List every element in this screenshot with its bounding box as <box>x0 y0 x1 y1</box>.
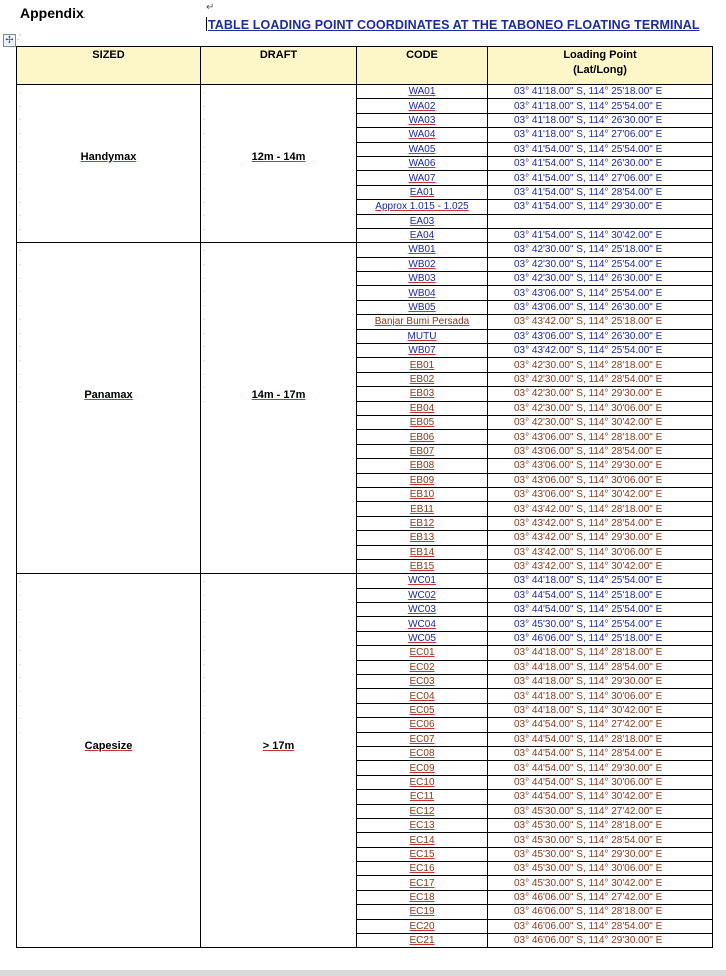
code-cell: WA03 <box>357 113 488 127</box>
coordinate-cell: 03° 43'06.00" S, 114° 28'54.00" E <box>488 444 713 458</box>
coordinate-cell: 03° 45'30.00" S, 114° 25'54.00" E <box>488 617 713 631</box>
code-cell: EB11 <box>357 502 488 516</box>
paragraph-marks: . . . . . . . . . . . <box>19 88 21 233</box>
header-loading-point: Loading Point (Lat/Long) <box>488 47 713 85</box>
coordinate-cell: 03° 44'18.00" S, 114° 28'18.00" E <box>488 646 713 660</box>
table-row <box>17 243 713 257</box>
paragraph-mark: .' <box>17 33 21 42</box>
coordinate-cell: 03° 44'54.00" S, 114° 29'30.00" E <box>488 761 713 775</box>
code-cell: EB15 <box>357 559 488 573</box>
code-cell: EC09 <box>357 761 488 775</box>
code-cell: WC03 <box>357 603 488 617</box>
code-cell: EB13 <box>357 531 488 545</box>
code-cell: EB02 <box>357 372 488 386</box>
code-cell: WC02 <box>357 588 488 602</box>
code-cell: EC01 <box>357 646 488 660</box>
table-header-row <box>17 47 713 85</box>
coordinate-cell: 03° 43'42.00" S, 114° 25'54.00" E <box>488 344 713 358</box>
code-cell: EB09 <box>357 473 488 487</box>
coordinate-cell: 03° 42'30.00" S, 114° 28'18.00" E <box>488 358 713 372</box>
code-cell: EC02 <box>357 660 488 674</box>
coordinate-cell: 03° 43'06.00" S, 114° 30'06.00" E <box>488 473 713 487</box>
coordinate-cell: 03° 46'06.00" S, 114° 29'30.00" E <box>488 934 713 948</box>
coordinate-cell: 03° 44'54.00" S, 114° 28'54.00" E <box>488 746 713 760</box>
coordinate-cell: 03° 41'18.00" S, 114° 25'54.00" E <box>488 99 713 113</box>
code-cell: EC15 <box>357 847 488 861</box>
coordinate-cell: 03° 42'30.00" S, 114° 25'18.00" E <box>488 243 713 257</box>
code-cell: WC01 <box>357 574 488 588</box>
coordinate-cell: 03° 41'54.00" S, 114° 25'54.00" E <box>488 142 713 156</box>
code-cell: EB12 <box>357 516 488 530</box>
code-cell: EB03 <box>357 387 488 401</box>
group-draft-label: > 17m <box>262 740 295 753</box>
group-sized-label: Panamax <box>84 389 133 402</box>
code-cell: MUTU <box>357 329 488 343</box>
coordinate-cell: 03° 42'30.00" S, 114° 30'42.00" E <box>488 415 713 429</box>
coordinate-cell: 03° 43'42.00" S, 114° 29'30.00" E <box>488 531 713 545</box>
code-cell: WB01 <box>357 243 488 257</box>
coordinate-cell: 03° 41'54.00" S, 114° 26'30.00" E <box>488 156 713 170</box>
code-cell: EC13 <box>357 818 488 832</box>
code-cell: EB05 <box>357 415 488 429</box>
group-draft-cell <box>201 85 357 243</box>
group-sized-cell <box>17 574 201 948</box>
coordinate-cell: 03° 41'18.00" S, 114° 26'30.00" E <box>488 113 713 127</box>
coordinate-cell: 03° 43'06.00" S, 114° 28'18.00" E <box>488 430 713 444</box>
group-sized-cell <box>17 243 201 574</box>
move-handle-icon[interactable]: ✢ <box>3 34 16 47</box>
coordinate-cell: 03° 43'42.00" S, 114° 30'42.00" E <box>488 559 713 573</box>
coordinate-cell: 03° 41'18.00" S, 114° 27'06.00" E <box>488 128 713 142</box>
coordinate-cell: 03° 43'06.00" S, 114° 26'30.00" E <box>488 300 713 314</box>
code-cell: WA06 <box>357 156 488 170</box>
code-cell: EB08 <box>357 459 488 473</box>
code-cell: WA04 <box>357 128 488 142</box>
coordinate-cell: 03° 43'06.00" S, 114° 25'54.00" E <box>488 286 713 300</box>
coordinate-cell: 03° 41'54.00" S, 114° 27'06.00" E <box>488 171 713 185</box>
coordinate-cell: 03° 44'18.00" S, 114° 29'30.00" E <box>488 675 713 689</box>
coordinate-cell: 03° 42'30.00" S, 114° 29'30.00" E <box>488 387 713 401</box>
appendix-label: Appendix. <box>20 5 86 21</box>
coordinate-cell: 03° 45'30.00" S, 114° 30'06.00" E <box>488 862 713 876</box>
code-cell: EC10 <box>357 775 488 789</box>
coordinate-cell: 03° 44'54.00" S, 114° 25'18.00" E <box>488 588 713 602</box>
code-cell: WA01 <box>357 85 488 99</box>
code-cell: Approx 1.015 - 1.025 <box>357 200 488 214</box>
coordinate-cell: 03° 41'54.00" S, 114° 29'30.00" E <box>488 200 713 214</box>
code-cell: WB05 <box>357 300 488 314</box>
code-cell: EB01 <box>357 358 488 372</box>
coordinate-cell: 03° 43'42.00" S, 114° 30'06.00" E <box>488 545 713 559</box>
coordinate-cell: 03° 45'30.00" S, 114° 27'42.00" E <box>488 804 713 818</box>
header-draft: DRAFT <box>201 47 357 85</box>
coordinate-cell <box>488 214 713 228</box>
code-cell: WB07 <box>357 344 488 358</box>
coordinate-cell: 03° 43'42.00" S, 114° 28'54.00" E <box>488 516 713 530</box>
coordinate-cell: 03° 45'30.00" S, 114° 30'42.00" E <box>488 876 713 890</box>
code-cell: EC07 <box>357 732 488 746</box>
code-cell: WB02 <box>357 257 488 271</box>
group-draft-label: 14m - 17m <box>251 389 306 402</box>
coordinate-cell: 03° 41'54.00" S, 114° 30'42.00" E <box>488 228 713 242</box>
code-cell: EB10 <box>357 487 488 501</box>
coordinate-cell: 03° 44'18.00" S, 114° 30'06.00" E <box>488 689 713 703</box>
group-sized-cell <box>17 85 201 243</box>
paragraph-marks: . . . . . . . . . . . . <box>19 577 21 736</box>
coordinate-cell: 03° 46'06.00" S, 114° 28'54.00" E <box>488 919 713 933</box>
code-cell: WA05 <box>357 142 488 156</box>
coordinate-cell: 03° 43'42.00" S, 114° 25'18.00" E <box>488 315 713 329</box>
code-cell: WB03 <box>357 272 488 286</box>
coordinate-cell: 03° 44'54.00" S, 114° 25'54.00" E <box>488 603 713 617</box>
code-cell: EB06 <box>357 430 488 444</box>
paragraph-marks: . . . . . . . . . . . . <box>203 246 205 405</box>
coordinate-cell: 03° 41'54.00" S, 114° 28'54.00" E <box>488 185 713 199</box>
code-cell: EA03 <box>357 214 488 228</box>
loading-point-table <box>16 46 713 948</box>
code-cell: EC16 <box>357 862 488 876</box>
coordinate-cell: 03° 44'18.00" S, 114° 30'42.00" E <box>488 703 713 717</box>
text-cursor <box>206 17 207 31</box>
coordinate-cell: 03° 42'30.00" S, 114° 28'54.00" E <box>488 372 713 386</box>
coordinate-cell: 03° 42'30.00" S, 114° 26'30.00" E <box>488 272 713 286</box>
coordinate-cell: 03° 46'06.00" S, 114° 28'18.00" E <box>488 905 713 919</box>
code-cell: EB14 <box>357 545 488 559</box>
code-cell: EA04 <box>357 228 488 242</box>
coordinate-cell: 03° 46'06.00" S, 114° 25'18.00" E <box>488 631 713 645</box>
coordinate-cell: 03° 44'54.00" S, 114° 30'06.00" E <box>488 775 713 789</box>
group-sized-label: Capesize <box>84 740 133 753</box>
code-cell: WC04 <box>357 617 488 631</box>
coordinate-cell: 03° 44'18.00" S, 114° 25'54.00" E <box>488 574 713 588</box>
group-sized-label: Handymax <box>80 150 137 163</box>
code-cell: EB07 <box>357 444 488 458</box>
code-cell: EC21 <box>357 934 488 948</box>
code-cell: EC17 <box>357 876 488 890</box>
code-cell: EC14 <box>357 833 488 847</box>
table-row <box>17 85 713 99</box>
code-cell: EC19 <box>357 905 488 919</box>
coordinate-cell: 03° 45'30.00" S, 114° 28'54.00" E <box>488 833 713 847</box>
code-cell: WA02 <box>357 99 488 113</box>
coordinate-cell: 03° 43'06.00" S, 114° 26'30.00" E <box>488 329 713 343</box>
group-draft-cell <box>201 574 357 948</box>
coordinate-cell: 03° 43'06.00" S, 114° 29'30.00" E <box>488 459 713 473</box>
coordinate-cell: 03° 44'54.00" S, 114° 28'18.00" E <box>488 732 713 746</box>
code-cell: EC18 <box>357 890 488 904</box>
code-cell: WA07 <box>357 171 488 185</box>
code-cell: EC06 <box>357 718 488 732</box>
code-cell: EA01 <box>357 185 488 199</box>
paragraph-mark: ↵ <box>206 2 215 13</box>
coordinate-cell: 03° 41'18.00" S, 114° 25'18.00" E <box>488 85 713 99</box>
code-cell: WB04 <box>357 286 488 300</box>
coordinate-cell: 03° 43'06.00" S, 114° 30'42.00" E <box>488 487 713 501</box>
group-draft-cell <box>201 243 357 574</box>
paragraph-marks: . . . . . . . . . . . <box>203 88 205 233</box>
code-cell: EC05 <box>357 703 488 717</box>
coordinate-cell: 03° 45'30.00" S, 114° 29'30.00" E <box>488 847 713 861</box>
coordinate-cell: 03° 44'18.00" S, 114° 28'54.00" E <box>488 660 713 674</box>
code-cell: EB04 <box>357 401 488 415</box>
code-cell: EC20 <box>357 919 488 933</box>
paragraph-marks: . . . . . . . . . . . . <box>203 577 205 736</box>
header-code: CODE <box>357 47 488 85</box>
coordinate-cell: 03° 43'42.00" S, 114° 28'18.00" E <box>488 502 713 516</box>
document-title[interactable]: TABLE LOADING POINT COORDINATES AT THE TABONEO FLOATING TERMINAL <box>208 18 700 32</box>
code-cell: Banjar Bumi Persada <box>357 315 488 329</box>
code-cell: EC11 <box>357 790 488 804</box>
table-row <box>17 574 713 588</box>
code-cell: EC03 <box>357 675 488 689</box>
coordinate-cell: 03° 44'54.00" S, 114° 27'42.00" E <box>488 718 713 732</box>
code-cell: WC05 <box>357 631 488 645</box>
coordinate-cell: 03° 44'54.00" S, 114° 30'42.00" E <box>488 790 713 804</box>
page-edge <box>0 970 726 976</box>
coordinate-cell: 03° 46'06.00" S, 114° 27'42.00" E <box>488 890 713 904</box>
code-cell: EC12 <box>357 804 488 818</box>
code-cell: EC08 <box>357 746 488 760</box>
header-sized: SIZED <box>17 47 201 85</box>
code-cell: EC04 <box>357 689 488 703</box>
paragraph-marks: . . . . . . . . . . . . <box>19 246 21 405</box>
coordinate-cell: 03° 42'30.00" S, 114° 25'54.00" E <box>488 257 713 271</box>
coordinate-cell: 03° 42'30.00" S, 114° 30'06.00" E <box>488 401 713 415</box>
group-draft-label: 12m - 14m <box>251 150 306 163</box>
coordinate-cell: 03° 45'30.00" S, 114° 28'18.00" E <box>488 818 713 832</box>
